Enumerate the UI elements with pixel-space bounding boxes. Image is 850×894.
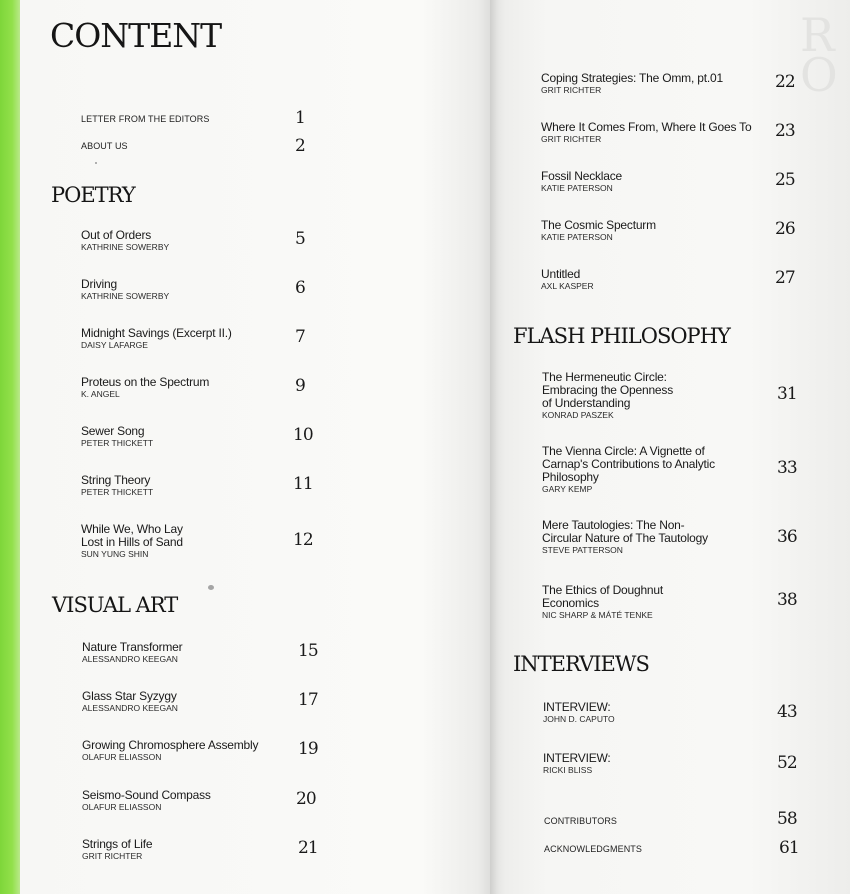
- entry-title: INTERVIEW:: [543, 700, 611, 714]
- entry-title: ABOUT US: [81, 141, 128, 151]
- page-number: 26: [775, 219, 795, 239]
- page-number: 36: [777, 527, 797, 547]
- page-number: 61: [779, 838, 799, 858]
- toc-entry[interactable]: [82, 838, 152, 862]
- entry-author: RICKI BLISS: [543, 765, 593, 775]
- toc-entry[interactable]: [81, 229, 169, 253]
- section-heading-interviews: INTERVIEWS: [513, 652, 649, 676]
- toc-entry[interactable]: [81, 376, 209, 400]
- page-number: 25: [775, 170, 795, 190]
- paper-speck: [95, 162, 97, 164]
- entry-author: PETER THICKETT: [81, 487, 154, 497]
- section-heading-visual-art: VISUAL ART: [52, 593, 178, 617]
- entry-title-line: Economics: [542, 596, 599, 610]
- page-number: 23: [775, 121, 795, 141]
- page-number: 52: [777, 753, 797, 773]
- toc-entry[interactable]: [541, 268, 594, 292]
- page-number: 33: [777, 458, 797, 478]
- entry-title: Out of Orders: [81, 228, 152, 242]
- toc-entry[interactable]: [541, 170, 622, 194]
- contents-heading: CONTENT: [50, 16, 222, 55]
- entry-author: KATIE PATERSON: [541, 183, 613, 193]
- toc-entry[interactable]: [81, 278, 169, 302]
- page-number: 12: [293, 530, 313, 550]
- page-number: 31: [777, 384, 797, 404]
- page-number: 2: [295, 136, 305, 156]
- toc-entry-contributors[interactable]: [544, 816, 617, 827]
- toc-entry[interactable]: [542, 371, 673, 421]
- page-number: 20: [296, 789, 316, 809]
- toc-entry[interactable]: [541, 219, 656, 243]
- entry-author: NIC SHARP & MÁTÉ TENKE: [542, 610, 653, 620]
- toc-entry-letter-from-editors[interactable]: [81, 114, 209, 125]
- green-cover-edge: [0, 0, 20, 894]
- page-number: 27: [775, 268, 795, 288]
- entry-title-line: of Understanding: [542, 396, 631, 410]
- entry-title: INTERVIEW:: [543, 751, 611, 765]
- toc-entry[interactable]: [542, 519, 708, 556]
- toc-entry[interactable]: [542, 584, 663, 621]
- page-number: 17: [298, 690, 318, 710]
- page-number: 10: [293, 425, 313, 445]
- toc-entry[interactable]: [541, 121, 751, 145]
- entry-author: STEVE PATTERSON: [542, 545, 623, 555]
- toc-entry[interactable]: [81, 327, 232, 351]
- entry-title: Strings of Life: [82, 837, 153, 851]
- toc-entry[interactable]: [81, 425, 153, 449]
- entry-title: Proteus on the Spectrum: [81, 375, 210, 389]
- entry-author: JOHN D. CAPUTO: [543, 714, 615, 724]
- entry-author: GARY KEMP: [542, 484, 593, 494]
- entry-author: K. ANGEL: [81, 389, 120, 399]
- page-number: 11: [293, 474, 313, 494]
- section-heading-flash-philosophy: FLASH PHILOSOPHY: [513, 324, 730, 348]
- toc-entry-about-us[interactable]: [81, 141, 128, 152]
- entry-author: KATIE PATERSON: [541, 232, 613, 242]
- entry-author: SUN YUNG SHIN: [81, 549, 149, 559]
- entry-title-line: Circular Nature of The Tautology: [542, 531, 708, 545]
- toc-entry[interactable]: [541, 72, 723, 96]
- entry-author: AXL KASPER: [541, 281, 594, 291]
- entry-title: Fossil Necklace: [541, 169, 623, 183]
- entry-title-line: The Ethics of Doughnut: [542, 583, 664, 597]
- toc-entry[interactable]: [543, 752, 611, 776]
- page-number: 38: [777, 590, 797, 610]
- entry-title-line: Philosophy: [542, 470, 599, 484]
- page-number: 9: [295, 376, 305, 396]
- entry-author: DAISY LAFARGE: [81, 340, 148, 350]
- page-number: 7: [295, 327, 305, 347]
- entry-author: OLAFUR ELIASSON: [82, 752, 162, 762]
- section-heading-poetry: POETRY: [51, 183, 135, 207]
- entry-author: GRIT RICHTER: [541, 85, 602, 95]
- entry-title: String Theory: [81, 473, 151, 487]
- entry-title-line: The Vienna Circle: A Vignette of: [542, 444, 705, 458]
- entry-title-line: Embracing the Openness: [542, 383, 674, 397]
- show-through-ghost-text: R O: [800, 8, 840, 102]
- entry-title: Growing Chromosphere Assembly: [82, 738, 259, 752]
- page-number: 58: [777, 809, 797, 829]
- entry-title: Untitled: [541, 267, 581, 281]
- toc-entry[interactable]: [542, 445, 715, 495]
- entry-title: Seismo-Sound Compass: [82, 788, 211, 802]
- page-number: 43: [777, 702, 797, 722]
- toc-entry[interactable]: [82, 641, 182, 665]
- entry-author: GRIT RICHTER: [541, 134, 602, 144]
- toc-entry[interactable]: [82, 739, 258, 763]
- entry-title: CONTRIBUTORS: [544, 816, 618, 826]
- page-number: 19: [298, 739, 318, 759]
- entry-title: Driving: [81, 277, 117, 291]
- toc-entry[interactable]: [543, 701, 615, 725]
- page-number: 21: [298, 838, 318, 858]
- entry-title-line: While We, Who Lay: [81, 522, 183, 536]
- entry-title: ACKNOWLEDGMENTS: [544, 844, 643, 854]
- entry-title: LETTER FROM THE EDITORS: [81, 114, 210, 124]
- toc-entry-acknowledgments[interactable]: [544, 844, 642, 855]
- page-number: 5: [295, 229, 305, 249]
- paper-speck: [208, 585, 214, 590]
- toc-entry[interactable]: [81, 474, 153, 498]
- toc-entry[interactable]: [82, 789, 211, 813]
- entry-author: ALESSANDRO KEEGAN: [82, 703, 178, 713]
- entry-title: Midnight Savings (Excerpt II.): [81, 326, 232, 340]
- entry-author: ALESSANDRO KEEGAN: [82, 654, 178, 664]
- entry-author: PETER THICKETT: [81, 438, 154, 448]
- entry-title-line: The Hermeneutic Circle:: [542, 370, 667, 384]
- entry-title: Glass Star Syzygy: [82, 689, 177, 703]
- page-number: 1: [295, 108, 305, 128]
- entry-title: Sewer Song: [81, 424, 145, 438]
- entry-title: Nature Transformer: [82, 640, 183, 654]
- toc-entry[interactable]: [82, 690, 178, 714]
- entry-author: KATHRINE SOWERBY: [81, 291, 170, 301]
- entry-author: KATHRINE SOWERBY: [81, 242, 170, 252]
- entry-title: The Cosmic Specturm: [541, 218, 656, 232]
- entry-title: Coping Strategies: The Omm, pt.01: [541, 71, 723, 85]
- page-number: 15: [298, 641, 318, 661]
- entry-title-line: Lost in Hills of Sand: [81, 535, 183, 549]
- entry-author: KONRAD PASZEK: [542, 410, 614, 420]
- entry-title-line: Carnap's Contributions to Analytic: [542, 457, 715, 471]
- entry-author: GRIT RICHTER: [82, 851, 143, 861]
- toc-entry[interactable]: [81, 523, 183, 560]
- entry-title-line: Mere Tautologies: The Non-: [542, 518, 685, 532]
- page-number: 6: [295, 278, 305, 298]
- entry-author: OLAFUR ELIASSON: [82, 802, 162, 812]
- page-number: 22: [775, 72, 795, 92]
- entry-title: Where It Comes From, Where It Goes To: [541, 120, 752, 134]
